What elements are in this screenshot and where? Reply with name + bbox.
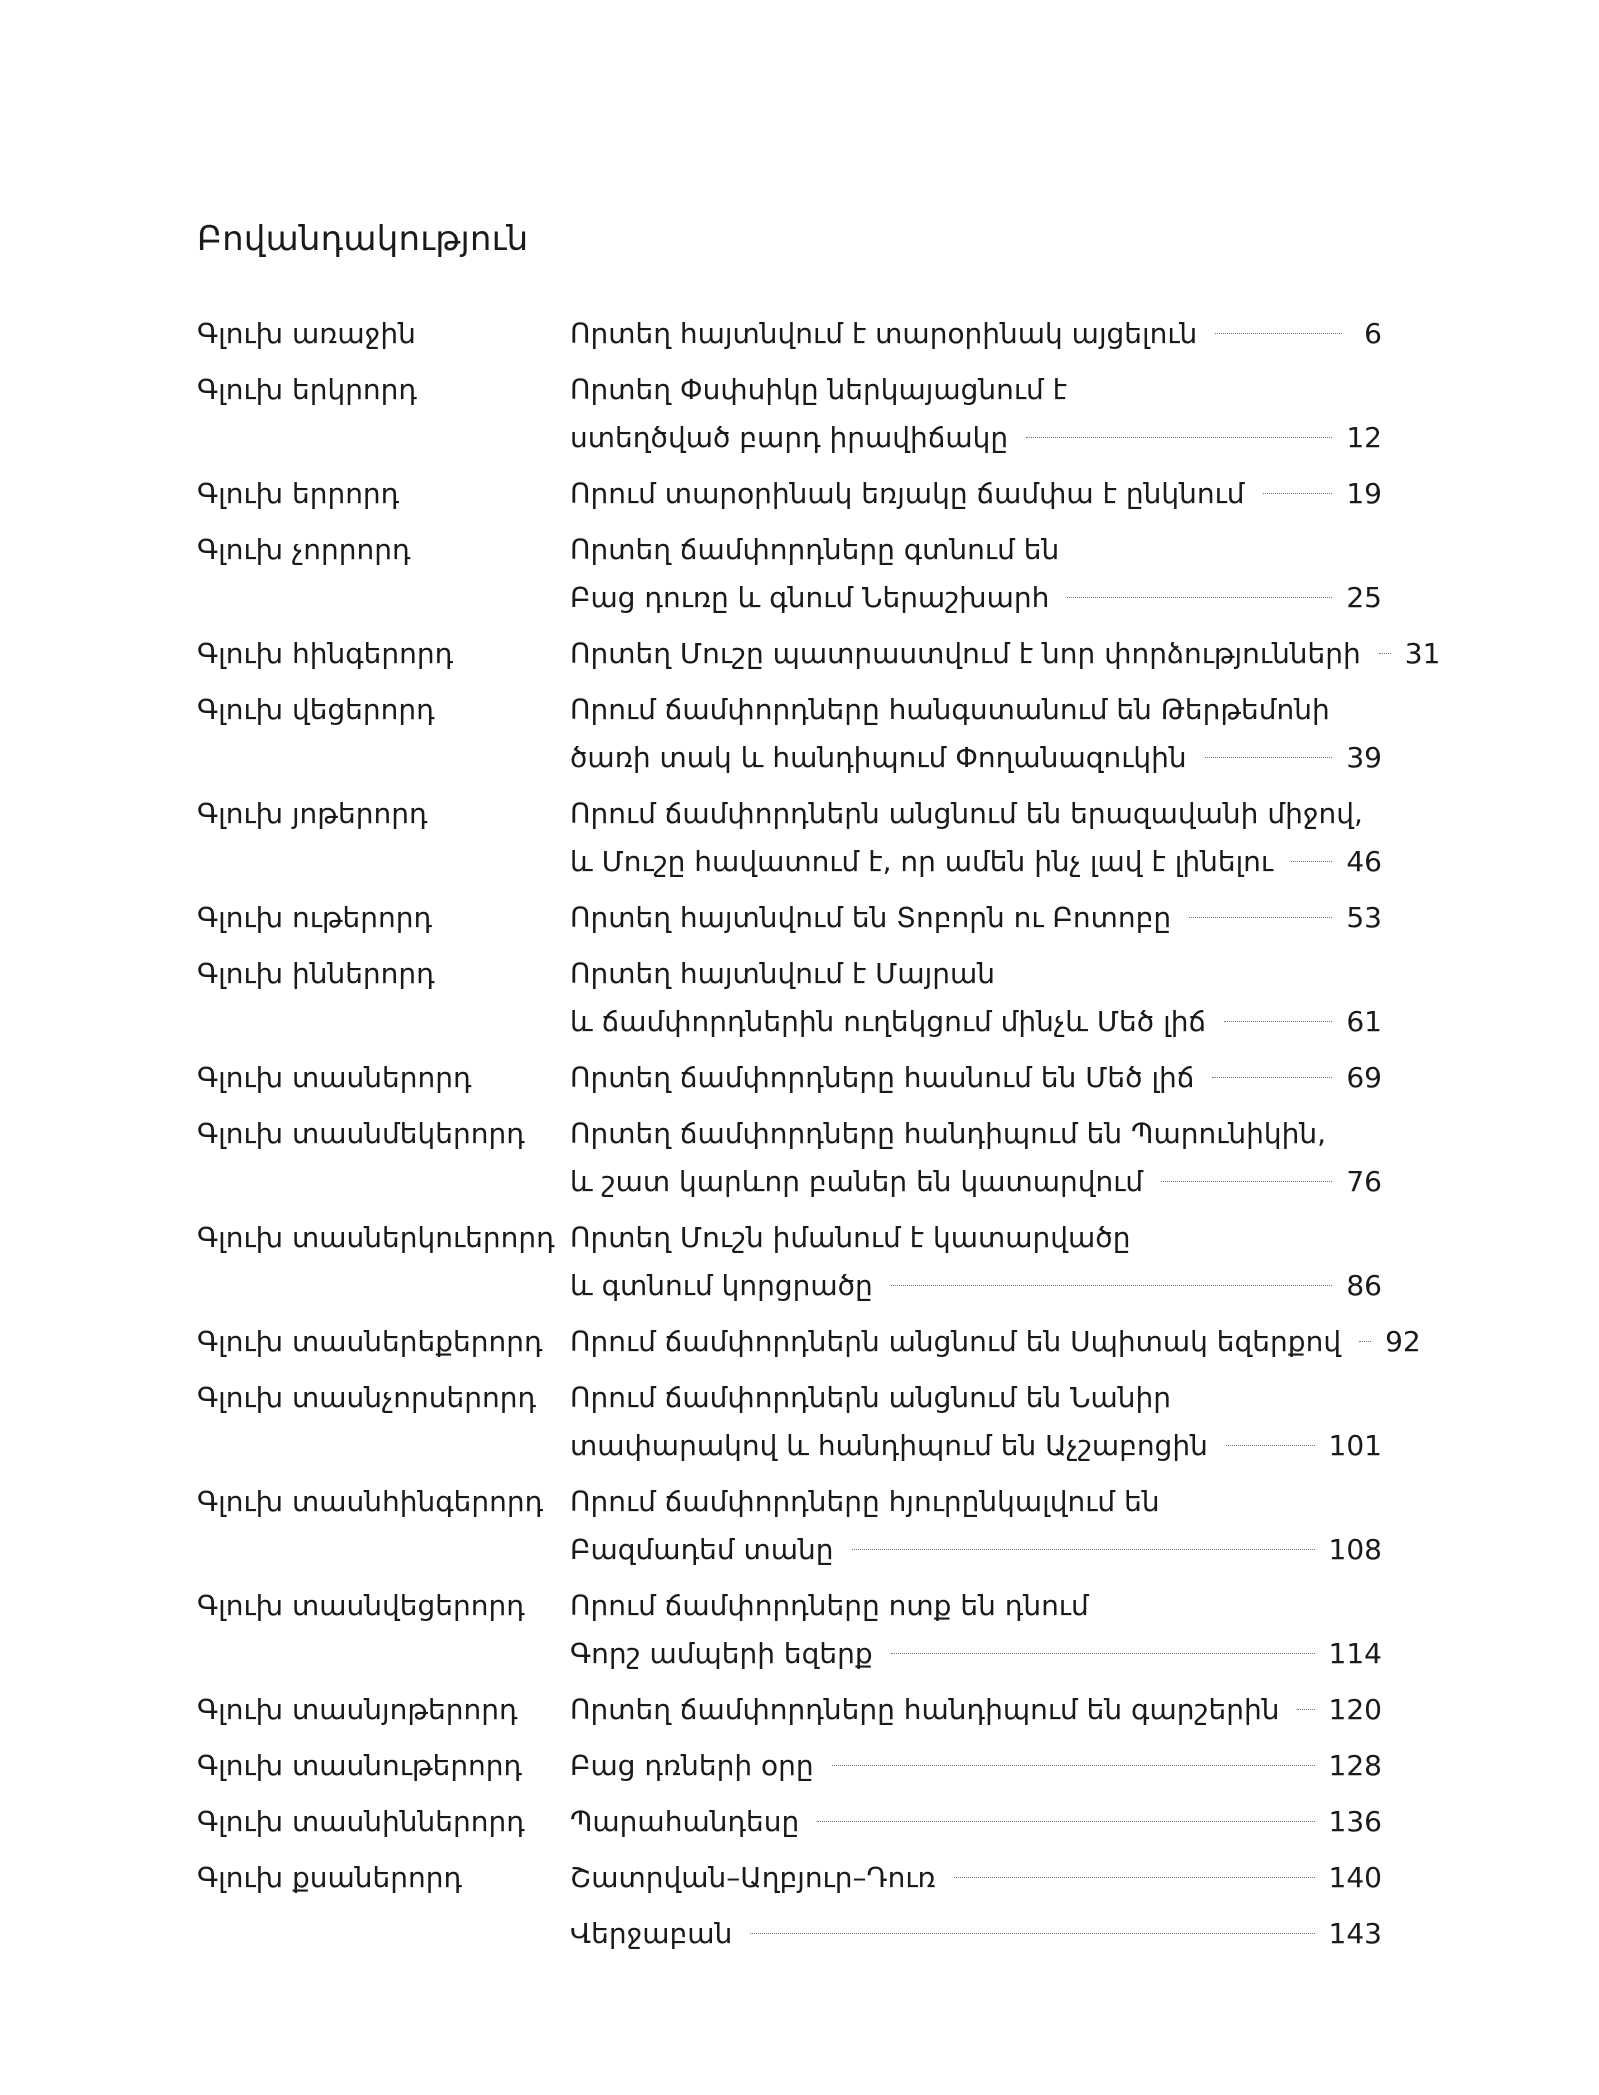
title-line: Որտեղ ճամփորդները գտնում են — [570, 533, 1060, 566]
chapter-label: Գլուխ տասնչորսերորդ — [197, 1381, 537, 1414]
chapter-label: Գլուխ տասնհինգերորդ — [197, 1485, 544, 1518]
title-line: Բազմադեմ տանը — [570, 1533, 834, 1566]
toc-entry[interactable] — [197, 1054, 1382, 1102]
dot-leader — [891, 1284, 1333, 1286]
dot-leader — [852, 1548, 1315, 1550]
page-number: 31 — [1404, 637, 1441, 670]
page-number: 143 — [1328, 1917, 1382, 1950]
dot-leader — [1359, 1340, 1371, 1342]
entry-title — [570, 1054, 1382, 1102]
dot-leader — [1212, 1076, 1332, 1078]
toc-entry[interactable] — [197, 366, 1382, 462]
dot-leader — [1067, 596, 1332, 598]
dot-leader — [1189, 916, 1332, 918]
table-of-contents — [197, 310, 1441, 1966]
title-line: Որում ճամփորդները ոտք են դնում — [570, 1589, 1089, 1622]
entry-title — [570, 1854, 1382, 1902]
dot-leader — [1226, 1444, 1315, 1446]
title-line: Որտեղ Մուշն իմանում է կատարվածը — [570, 1221, 1131, 1254]
dot-leader — [1263, 492, 1333, 494]
title-line: Որտեղ Մուշը պատրաստվում է նոր փորձությունների — [570, 637, 1361, 670]
page-number: 92 — [1385, 1325, 1421, 1358]
entry-title — [570, 366, 1382, 462]
toc-entry[interactable] — [197, 1854, 1382, 1902]
entry-title — [570, 950, 1382, 1046]
entry-title — [570, 470, 1382, 518]
chapter-label: Գլուխ չորրորդ — [197, 533, 411, 566]
chapter-label: Գլուխ տասնմեկերորդ — [197, 1117, 525, 1150]
page-number: 76 — [1346, 1165, 1382, 1198]
title-line: Որտեղ հայտնվում են Տոբորն ու Բոտոբը — [570, 901, 1172, 934]
page-number: 25 — [1346, 581, 1382, 614]
entry-title — [570, 1686, 1382, 1734]
chapter-label: Գլուխ տասնվեցերորդ — [197, 1589, 525, 1622]
dot-leader — [1291, 860, 1332, 862]
chapter-label: Գլուխ տասներկուերորդ — [197, 1221, 555, 1254]
entry-title — [570, 1798, 1382, 1846]
toc-entry[interactable] — [197, 526, 1382, 622]
entry-title — [570, 1478, 1382, 1574]
page-number: 136 — [1328, 1805, 1382, 1838]
dot-leader — [1224, 1020, 1332, 1022]
toc-entry[interactable] — [197, 630, 1441, 678]
toc-entry[interactable] — [197, 1214, 1382, 1310]
toc-entry[interactable] — [197, 1910, 1382, 1958]
toc-entry[interactable] — [197, 1374, 1382, 1470]
title-line: Որտեղ հայտնվում է տարօրինակ այցելուն — [570, 317, 1198, 350]
title-line: Որտեղ ճամփորդները հանդիպում են գարշերին — [570, 1693, 1280, 1726]
dot-leader — [1026, 436, 1332, 438]
entry-title — [570, 1374, 1382, 1470]
title-line: Որում տարօրինակ եռյակը ճամփա է ընկնում — [570, 477, 1245, 510]
dot-leader — [832, 1764, 1315, 1766]
page-number: 128 — [1328, 1749, 1382, 1782]
page-number: 114 — [1328, 1637, 1382, 1670]
title-line: Որում ճամփորդները հյուրընկալվում են — [570, 1485, 1160, 1518]
title-line: ստեղծված բարդ իրավիճակը — [570, 421, 1009, 454]
entry-title — [570, 1742, 1382, 1790]
toc-entry[interactable] — [197, 1686, 1382, 1734]
toc-entry[interactable] — [197, 790, 1382, 886]
entry-title — [570, 1910, 1382, 1958]
page-number: 108 — [1328, 1533, 1382, 1566]
chapter-label: Գլուխ վեցերորդ — [197, 693, 435, 726]
title-line: Որում ճամփորդներն անցնում են Նանիր — [570, 1381, 1172, 1414]
dot-leader — [1215, 332, 1342, 334]
toc-entry[interactable] — [197, 894, 1382, 942]
entry-title — [570, 1582, 1382, 1678]
entry-title — [570, 526, 1382, 622]
chapter-label: Գլուխ հինգերորդ — [197, 637, 454, 670]
title-line: Բաց դռների օրը — [570, 1749, 814, 1782]
page-number: 46 — [1346, 845, 1382, 878]
page-number: 39 — [1346, 741, 1382, 774]
dot-leader — [817, 1820, 1314, 1822]
dot-leader — [1205, 756, 1333, 758]
page-number: 69 — [1346, 1061, 1382, 1094]
chapter-label: Գլուխ տասներորդ — [197, 1061, 472, 1094]
page-number: 140 — [1328, 1861, 1382, 1894]
toc-entry[interactable] — [197, 310, 1382, 358]
title-line: Վերջաբան — [570, 1917, 733, 1950]
title-line: Որում ճամփորդներն անցնում են երազավանի միջով, — [570, 797, 1363, 830]
chapter-label: Գլուխ քսաներորդ — [197, 1861, 463, 1894]
dot-leader — [891, 1652, 1315, 1654]
title-line: Շատրվան–Աղբյուր–Դուռ — [570, 1861, 936, 1894]
title-line: և գտնում կորցրածը — [570, 1269, 873, 1302]
entry-title — [570, 1318, 1421, 1366]
dot-leader — [1161, 1180, 1332, 1182]
title-line: Պարահանդեսը — [570, 1805, 800, 1838]
toc-entry[interactable] — [197, 1742, 1382, 1790]
title-line: Որտեղ հայտնվում է Մայրան — [570, 957, 995, 990]
page-number: 12 — [1346, 421, 1382, 454]
title-line: և Մուշը հավատում է, որ ամեն ինչ լավ է լինելու — [570, 845, 1274, 878]
title-line: տափարակով և հանդիպում են Աչշաբոցին — [570, 1429, 1208, 1462]
chapter-label: Գլուխ տասներեքերորդ — [197, 1325, 543, 1358]
entry-title — [570, 790, 1382, 886]
chapter-label: Գլուխ ութերորդ — [197, 901, 433, 934]
page-number: 86 — [1346, 1269, 1382, 1302]
chapter-label: Գլուխ իններորդ — [197, 957, 435, 990]
page-number: 53 — [1346, 901, 1382, 934]
entry-title — [570, 1110, 1382, 1206]
title-line: Որտեղ Փսփսիկը ներկայացնում է — [570, 373, 1068, 406]
page-number: 6 — [1364, 317, 1382, 350]
page-title: Բովանդակություն — [197, 219, 529, 259]
toc-entry[interactable] — [197, 1582, 1382, 1678]
dot-leader — [1379, 652, 1391, 654]
chapter-label: Գլուխ յոթերորդ — [197, 797, 428, 830]
title-line: և շատ կարևոր բաներ են կատարվում — [570, 1165, 1144, 1198]
page-number: 19 — [1346, 477, 1382, 510]
page-number: 120 — [1328, 1693, 1382, 1726]
title-line: Գորշ ամպերի եզերք — [570, 1637, 873, 1670]
chapter-label: Գլուխ երկրորդ — [197, 373, 417, 406]
title-line: Որտեղ ճամփորդները հանդիպում են Պարունիկին, — [570, 1117, 1327, 1150]
chapter-label: Գլուխ տասնութերորդ — [197, 1749, 523, 1782]
toc-entry[interactable] — [197, 1478, 1382, 1574]
entry-title — [570, 630, 1441, 678]
toc-entry[interactable] — [197, 950, 1382, 1046]
page-number: 61 — [1346, 1005, 1382, 1038]
title-line: Որում ճամփորդներն անցնում են Սպիտակ եզերքով — [570, 1325, 1342, 1358]
chapter-label: Գլուխ տասնիններորդ — [197, 1805, 525, 1838]
toc-entry[interactable] — [197, 1110, 1382, 1206]
entry-title — [570, 894, 1382, 942]
toc-entry[interactable] — [197, 470, 1382, 518]
title-line: Որում ճամփորդները հանգստանում են Թերթեմոնի — [570, 693, 1330, 726]
title-line: ծառի տակ և հանդիպում Փողանազուկին — [570, 741, 1187, 774]
chapter-label: Գլուխ երրորդ — [197, 477, 400, 510]
title-line: և ճամփորդներին ուղեկցում մինչև Մեծ լիճ — [570, 1005, 1207, 1038]
entry-title — [570, 686, 1382, 782]
title-line: Բաց դուռը և գնում Ներաշխարհ — [570, 581, 1050, 614]
dot-leader — [954, 1876, 1315, 1878]
chapter-label: Գլուխ տասնյոթերորդ — [197, 1693, 518, 1726]
dot-leader — [1297, 1708, 1314, 1710]
entry-title — [570, 1214, 1382, 1310]
dot-leader — [750, 1932, 1314, 1934]
toc-entry[interactable] — [197, 1318, 1421, 1366]
entry-title — [570, 310, 1382, 358]
title-line: Որտեղ ճամփորդները հասնում են Մեծ լիճ — [570, 1061, 1195, 1094]
toc-entry[interactable] — [197, 1798, 1382, 1846]
page-number: 101 — [1328, 1429, 1382, 1462]
toc-entry[interactable] — [197, 686, 1382, 782]
chapter-label: Գլուխ առաջին — [197, 317, 416, 350]
